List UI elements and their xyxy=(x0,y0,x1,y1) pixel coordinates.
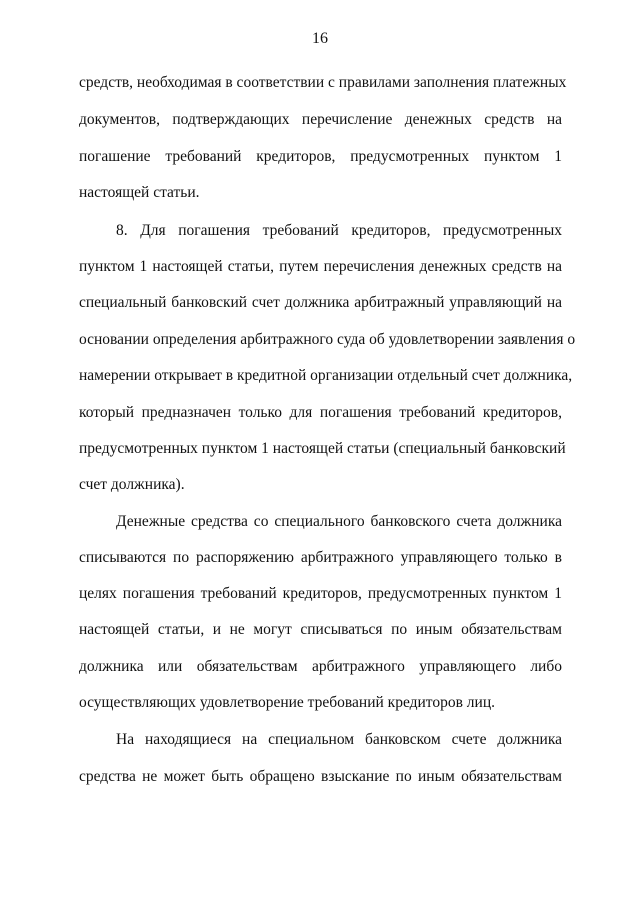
text-line: Денежные средства со специального банковского счета должника xyxy=(116,513,562,530)
page-number: 16 xyxy=(312,30,328,47)
text-line: погашение требований кредиторов, предусмотренных пунктом 1 xyxy=(79,148,562,165)
text-line: списываются по распоряжению арбитражного управляющего только в xyxy=(79,549,562,566)
text-line: счет должника). xyxy=(79,476,185,493)
text-line: осуществляющих удовлетворение требований кредиторов лиц. xyxy=(79,694,496,711)
text-line: средства не может быть обращено взыскание по иным обязательствам xyxy=(79,768,562,785)
text-line: 8. Для погашения требований кредиторов, предусмотренных xyxy=(116,222,562,239)
text-line: должника или обязательствам арбитражного управляющего либо xyxy=(79,658,562,675)
text-line: который предназначен только для погашения требований кредиторов, xyxy=(79,404,562,421)
text-line: настоящей статьи, и не могут списываться по иным обязательствам xyxy=(79,621,562,638)
text-line: На находящиеся на специальном банковском счете должника xyxy=(116,731,562,748)
text-line: документов, подтверждающих перечисление денежных средств на xyxy=(79,111,562,128)
text-line: целях погашения требований кредиторов, предусмотренных пунктом 1 xyxy=(79,585,562,602)
text-line: настоящей статьи. xyxy=(79,184,200,201)
text-line: предусмотренных пунктом 1 настоящей статьи (специальный банковский xyxy=(79,440,566,457)
text-line: специальный банковский счет должника арбитражный управляющий на xyxy=(79,294,562,311)
text-line: основании определения арбитражного суда об удовлетворении заявления о xyxy=(79,331,576,348)
text-line: намерении открывает в кредитной организации отдельный счет должника, xyxy=(79,367,573,384)
text-line: средств, необходимая в соответствии с правилами заполнения платежных xyxy=(79,74,567,91)
text-line: пунктом 1 настоящей статьи, путем перечисления денежных средств на xyxy=(79,258,562,275)
